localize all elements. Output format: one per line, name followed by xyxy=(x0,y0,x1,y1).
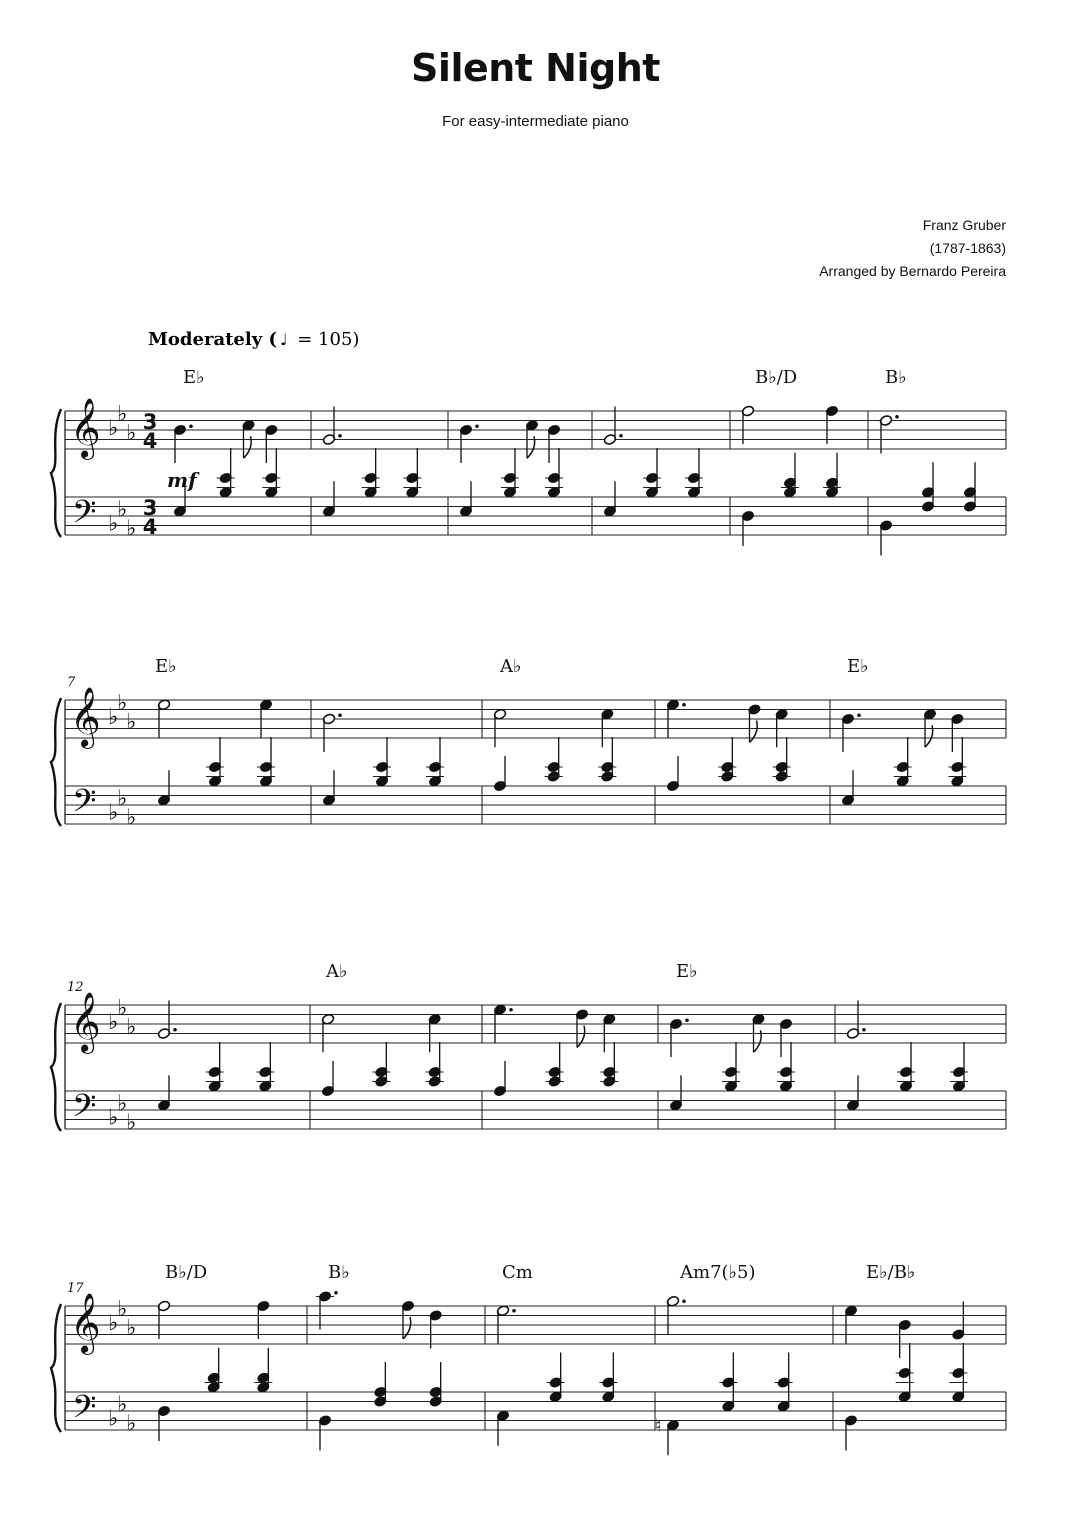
dot xyxy=(509,1008,513,1012)
key-signature-flat: ♭ xyxy=(108,1105,119,1131)
key-signature-flat: ♭ xyxy=(117,786,128,812)
key-signature-flat: ♭ xyxy=(108,416,119,441)
bass-clef: 𝄢 xyxy=(72,1087,97,1132)
key-signature-flat: ♭ xyxy=(117,1296,128,1322)
treble-clef: 𝄞 xyxy=(70,687,101,748)
key-signature-flat: ♭ xyxy=(126,709,137,735)
chord-symbol: B♭ xyxy=(885,367,907,388)
dot xyxy=(619,434,623,438)
systems-layer xyxy=(51,367,1006,1455)
system-4 xyxy=(51,1262,1006,1455)
chord-symbol: B♭/D xyxy=(755,367,798,388)
key-signature-flat: ♭ xyxy=(126,805,137,831)
dot xyxy=(685,1018,689,1022)
treble-clef: 𝄞 xyxy=(70,1293,101,1354)
key-signature-flat: ♭ xyxy=(126,1110,137,1136)
key-signature-flat: ♭ xyxy=(117,497,128,523)
system-2 xyxy=(51,656,1006,830)
chord-symbol: E♭ xyxy=(847,656,869,677)
dot xyxy=(857,713,861,717)
chord-symbol: A♭ xyxy=(500,656,522,677)
key-signature-flat: ♭ xyxy=(117,690,128,716)
chord-symbol: Am7(♭5) xyxy=(680,1262,756,1283)
treble-time-signature-bottom: 4 xyxy=(142,429,158,453)
measure-number: 12 xyxy=(67,980,84,995)
treble-time-signature-top: 3 xyxy=(142,410,158,434)
dot xyxy=(475,424,479,428)
chord-symbol: E♭ xyxy=(183,367,205,388)
key-signature-flat: ♭ xyxy=(126,1014,137,1040)
chord-symbol: E♭ xyxy=(676,961,698,982)
chord-symbol: B♭ xyxy=(328,1262,350,1283)
dot xyxy=(334,1291,338,1295)
eighth-flag xyxy=(577,1026,585,1048)
dot xyxy=(338,713,342,717)
bass-time-signature-bottom: 4 xyxy=(142,515,158,539)
key-signature-flat: ♭ xyxy=(108,511,119,537)
treble-clef: 𝄞 xyxy=(70,992,101,1053)
brace xyxy=(51,1003,61,1131)
bass-clef: 𝄢 xyxy=(72,782,97,827)
dot xyxy=(682,1299,686,1303)
chord-symbol: A♭ xyxy=(326,961,348,982)
system-1 xyxy=(51,367,1006,556)
chord-symbol: Cm xyxy=(502,1262,533,1283)
bass-clef: 𝄢 xyxy=(72,1388,97,1433)
natural-sign: ♮ xyxy=(655,1415,662,1437)
system-3 xyxy=(51,961,1006,1135)
key-signature-flat: ♭ xyxy=(108,1311,119,1336)
brace xyxy=(51,1304,61,1432)
song-title: Silent Night xyxy=(411,46,660,90)
key-signature-flat: ♭ xyxy=(108,705,119,730)
eighth-flag xyxy=(750,721,758,743)
key-signature-flat: ♭ xyxy=(117,1392,128,1418)
dot xyxy=(895,415,899,419)
key-signature-flat: ♭ xyxy=(126,516,137,542)
dot xyxy=(173,1028,177,1032)
key-signature-flat: ♭ xyxy=(108,800,119,826)
composer-name: Franz Gruber xyxy=(922,217,1006,233)
dot xyxy=(682,703,686,707)
chord-symbol: B♭/D xyxy=(165,1262,208,1283)
key-signature-flat: ♭ xyxy=(108,1010,119,1035)
song-subtitle: For easy-intermediate piano xyxy=(442,113,629,130)
bass-clef: 𝄢 xyxy=(72,493,97,538)
chord-symbol: E♭/B♭ xyxy=(866,1262,916,1283)
dot xyxy=(512,1309,516,1313)
tempo-bpm: 105 xyxy=(318,329,353,350)
arranger-credit: Arranged by Bernardo Pereira xyxy=(819,263,1006,279)
quarter-note-glyph: ♩ xyxy=(279,330,288,349)
dot xyxy=(189,424,193,428)
tempo-text: Moderately ( xyxy=(148,329,277,350)
eighth-flag xyxy=(403,1317,411,1339)
tempo-marking xyxy=(148,329,359,350)
tempo-equals: = xyxy=(291,329,319,350)
brace xyxy=(51,409,61,537)
dot xyxy=(862,1028,866,1032)
key-signature-flat: ♭ xyxy=(126,1315,137,1341)
key-signature-flat: ♭ xyxy=(117,995,128,1021)
brace xyxy=(51,698,61,826)
key-signature-flat: ♭ xyxy=(108,1406,119,1432)
treble-clef: 𝄞 xyxy=(70,398,101,459)
key-signature-flat: ♭ xyxy=(117,401,128,427)
key-signature-flat: ♭ xyxy=(117,1091,128,1117)
tempo-close: ) xyxy=(352,329,360,350)
composer-dates: (1787-1863) xyxy=(929,240,1006,256)
measure-number: 17 xyxy=(67,1281,84,1296)
key-signature-flat: ♭ xyxy=(126,1411,137,1437)
key-signature-flat: ♭ xyxy=(126,420,137,446)
chord-symbol: E♭ xyxy=(155,656,177,677)
dynamic-mark: mf xyxy=(167,468,197,492)
measure-number: 7 xyxy=(67,675,76,690)
bass-time-signature-top: 3 xyxy=(142,496,158,520)
dot xyxy=(338,434,342,438)
